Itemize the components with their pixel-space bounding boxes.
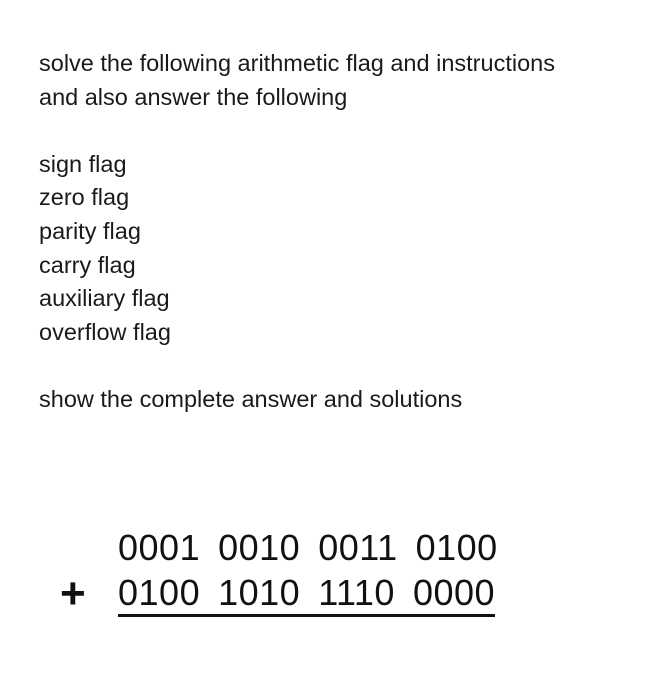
operand-1-nibble-4: 0100 <box>415 527 498 568</box>
operand-2 <box>118 573 495 617</box>
intro-line-2: and also answer the following <box>39 83 348 110</box>
flag-item-auxiliary: auxiliary flag <box>39 285 170 312</box>
operand-1 <box>118 528 498 568</box>
operand-2-nibble-1: 0100 <box>118 572 201 613</box>
operand-2-nibble-3: 1110 <box>318 572 395 613</box>
closing-line: show the complete answer and solutions <box>39 385 463 412</box>
operand-1-nibble-1: 0001 <box>118 527 201 568</box>
flag-item-overflow: overflow flag <box>39 318 171 345</box>
flag-item-sign: sign flag <box>39 150 127 177</box>
intro-line-1: solve the following arithmetic flag and instructions <box>39 50 555 76</box>
plus-sign: + <box>60 569 86 618</box>
flag-item-zero: zero flag <box>39 184 130 211</box>
operand-1-nibble-2: 0010 <box>218 527 301 568</box>
flag-item-parity: parity flag <box>39 217 141 244</box>
operand-2-nibble-2: 1010 <box>218 572 301 613</box>
flag-item-carry: carry flag <box>39 251 136 278</box>
operand-1-nibble-3: 0011 <box>318 527 398 568</box>
operand-2-underlined <box>118 573 495 617</box>
operand-2-nibble-4: 0000 <box>412 572 496 613</box>
